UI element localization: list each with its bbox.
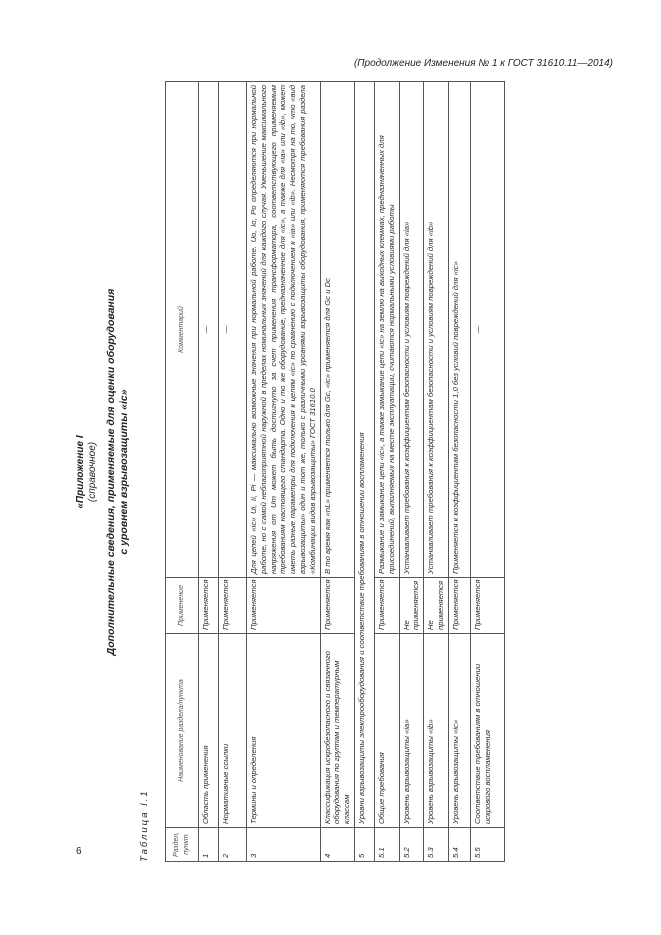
table-header-row [166, 82, 199, 862]
row-num: 5 [354, 828, 374, 862]
table-label: Таблица I.1 [139, 789, 150, 862]
row-comment: — [219, 82, 247, 578]
row-name: Уровень взрывозащиты «ic» [448, 634, 470, 828]
col-header-application: Применение [166, 578, 199, 634]
row-application: Применяется [320, 578, 354, 634]
table-row [448, 82, 470, 862]
row-application: Не применяется [424, 578, 449, 634]
row-application: Применяется [448, 578, 470, 634]
table-row [470, 82, 504, 862]
table-row [424, 82, 449, 862]
row-name: Термины и определения [247, 634, 321, 828]
row-name: Соответствие требованиям в отношении искрового воспламенения [470, 634, 504, 828]
row-comment: Устанавливает требования к коэффициентам безопасности и условиям повреждений для «ia» [399, 82, 424, 578]
row-application: Применяется [247, 578, 321, 634]
row-num: 5.3 [424, 828, 449, 862]
row-application: Применяется [374, 578, 399, 634]
row-num: 5.4 [448, 828, 470, 862]
row-application: Применяется [470, 578, 504, 634]
row-num: 5.1 [374, 828, 399, 862]
row-num: 5.2 [399, 828, 424, 862]
row-application: Не применяется [399, 578, 424, 634]
col-header-section: Раздел, пункт [166, 828, 199, 862]
appendix-status: (справочное) [87, 441, 98, 503]
appendix-table [165, 81, 505, 862]
row-name: Уровень взрывозащиты «ib» [424, 634, 449, 828]
continuation-header: (Продолжение Изменения № 1 к ГОСТ 31610.11—2014) [353, 58, 613, 69]
table-row [399, 82, 424, 862]
row-num: 3 [247, 828, 321, 862]
row-comment: Применяется к коэффициентам безопасности 1,0 без условий повреждений для «ic» [448, 82, 470, 578]
appendix-heading-line1: Дополнительные сведения, применяемые для оценки оборудования [105, 288, 117, 656]
row-comment: — [199, 82, 219, 578]
row-comment: В то время как «nL» применяется только для Gc, «ic» применяется для Gc и Dc [320, 82, 354, 578]
row-num: 2 [219, 828, 247, 862]
table-row [247, 82, 321, 862]
table-row [374, 82, 399, 862]
row-name: Классификация искробезопасного и связанного оборудования по группам и температурным классам [320, 634, 354, 828]
table-row [354, 82, 374, 862]
row-application: Применяется [219, 578, 247, 634]
row-name: Нормативные ссылки [219, 634, 247, 828]
row-application: Применяется [199, 578, 219, 634]
col-header-name: Наименование раздела/пункта [166, 634, 199, 828]
page-number: 6 [76, 846, 82, 857]
appendix-title: «Приложение I [75, 435, 86, 509]
section-span-row: Уровни взрывозащиты электрооборудования и соответствие требованиям в отношении воспламенения [354, 82, 374, 828]
row-comment: Для цепей «ic» Ui, Ii, Pi — максимально возможные значения при нормальной работе. Uo, Io, Po определяются при нормальной работе, но с самой неблагоприятной наружной в пределах номинальных значений для каждого случая. Уменьшение максимального напряжения от Um может быть достигнуто за счет применения трансформатора, соответствующего применяемым требованиям настоящего стандарта. Одно и то же оборудование, предназначенное для «ic», а также для «ia» или «ib», может иметь разные параметры для подключения к цепям «ic» по сравнению с подключением к «ia» или «ib». Несмотря на то, что «вид взрывозащиты» один и тот же, только с различными уровнями взрывозащиты оборудования, применяются требования раздела «Комбинации видов взрывозащиты» ГОСТ 31610.0 [247, 82, 321, 578]
row-comment: Размыкание и замыкание цепи «ic», а также замыкание цепи «ic» на землю на выходных клеммах, предназначенных для присоединений, выполняемых на месте эксплуатации, считаются нормальными условиями работы [374, 82, 399, 578]
row-name: Область применения [199, 634, 219, 828]
row-num: 5.5 [470, 828, 504, 862]
row-name: Общие требования [374, 634, 399, 828]
col-header-comment: Комментарий [166, 82, 199, 578]
table-row [320, 82, 354, 862]
rotated-appendix-block [75, 82, 595, 862]
table-row [219, 82, 247, 862]
row-num: 4 [320, 828, 354, 862]
row-name: Уровень взрывозащиты «ia» [399, 634, 424, 828]
row-comment: Устанавливает требования к коэффициентам безопасности и условиям повреждений для «ib» [424, 82, 449, 578]
row-comment: — [470, 82, 504, 578]
appendix-heading-line2: с уровнем взрывозащиты «ic» [118, 389, 130, 555]
row-num: 1 [199, 828, 219, 862]
table-row [199, 82, 219, 862]
